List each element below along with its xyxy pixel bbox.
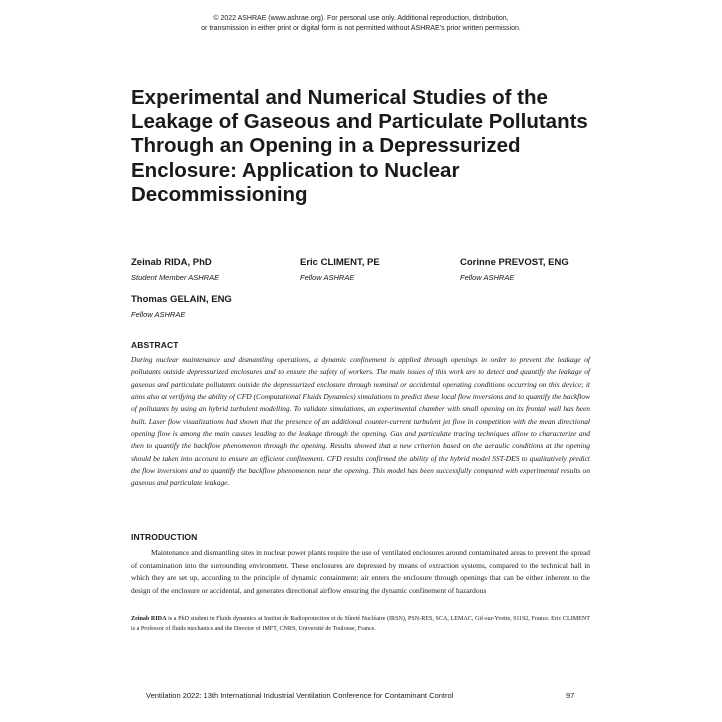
author-name: Corinne PREVOST, ENG bbox=[460, 257, 569, 268]
author-block-1 bbox=[131, 257, 219, 283]
author-affiliation: Fellow ASHRAE bbox=[131, 310, 186, 319]
conference-footer: Ventilation 2022: 13th International Industrial Ventilation Conference for Contaminant Control bbox=[146, 691, 454, 700]
author-name: Zeinab RIDA, PhD bbox=[131, 257, 212, 268]
author-affiliation: Fellow ASHRAE bbox=[300, 273, 355, 282]
footnote-author-name: Zeinab RIDA bbox=[131, 616, 167, 622]
copyright-line-1: © 2022 ASHRAE (www.ashrae.org). For personal use only. Additional reproduction, distribution, bbox=[213, 15, 509, 22]
introduction-heading: INTRODUCTION bbox=[131, 532, 198, 542]
author-affiliation: Student Member ASHRAE bbox=[131, 273, 220, 282]
introduction-text: Maintenance and dismantling sites in nuclear power plants require the use of ventilated enclosures around contaminated areas to prevent the spread of contamination into the surrounding environment. These enclosures are depressed by means of extraction systems, compared to the technical hall in which they are set up, according to the principle of dynamic containment: air enters the enclosure through openings that can be either inherent to the design of the enclosure or accidental, and generates directional airflow ensuring the dynamic confinement of hazardous bbox=[131, 548, 590, 595]
author-block-4 bbox=[131, 294, 232, 320]
abstract-heading: ABSTRACT bbox=[131, 340, 179, 350]
author-block-2 bbox=[300, 257, 380, 283]
author-block-3 bbox=[460, 257, 569, 283]
copyright-line-2: or transmission in either print or digital form is not permitted without ASHRAE’s prior written permission. bbox=[201, 25, 521, 32]
copyright-notice bbox=[0, 14, 722, 34]
footnote-text: is a PhD student in Fluids dynamics at Institut de Radioprotection et de Sûreté Nucléaire (IRSN), PSN-RES, SCA, LEMAC, Gif-sur-Yvette, 91192, France. Eric CLIMENT is a Professor of fluids mechanics and the Director of IMFT, CNRS, Université de Toulouse, France. bbox=[131, 616, 590, 632]
author-name: Thomas GELAIN, ENG bbox=[131, 294, 232, 305]
abstract-text: During nuclear maintenance and dismantling operations, a dynamic confinement is applied through openings in order to prevent the leakage of pollutants outside depressurized enclosures and to ensure the safety of workers. The main issues of this work are to detect and quantify the leakage of gaseous and particulate pollutants outside the depressurized enclosure through nominal or accidental operating conditions occurring on this device; it aims also at verifying the ability of CFD (Computational Fluids Dynamics) simulations to predict these local flow inversions and to quantify the backflow of pollutants by using an hybrid turbulent modelling. To validate simulations, an experimental chamber with small opening on its frontal wall has been built. Laser flow visualizations had shown that the presence of an additional counter-current turbulent jet flow in competition with the mean directional opening flow is among the main causes leading to the leakage through the opening. Gas and particulate tracing techniques allow to characterize and then to quantify the backflow phenomenon through the opening. Results showed that a new criterion based on the aeraulic conditions at the opening should be taken into account to ensure an efficient confinement. CFD results confirmed the ability of the hybrid model SST-DES to qualitatively predict the flow inversions and to quantify the backflow phenomenon near the opening. This model has been successfully compared with experimental results on gaseous and particulate leakage. bbox=[131, 355, 590, 488]
author-footnote bbox=[131, 615, 590, 634]
author-name: Eric CLIMENT, PE bbox=[300, 257, 380, 268]
page-number: 97 bbox=[566, 691, 575, 700]
author-affiliation: Fellow ASHRAE bbox=[460, 273, 515, 282]
paper-title: Experimental and Numerical Studies of the Leakage of Gaseous and Particulate Pollutants Through an Opening in a Depressurized Enclosure: Application to Nuclear Decommissioning bbox=[131, 86, 588, 206]
